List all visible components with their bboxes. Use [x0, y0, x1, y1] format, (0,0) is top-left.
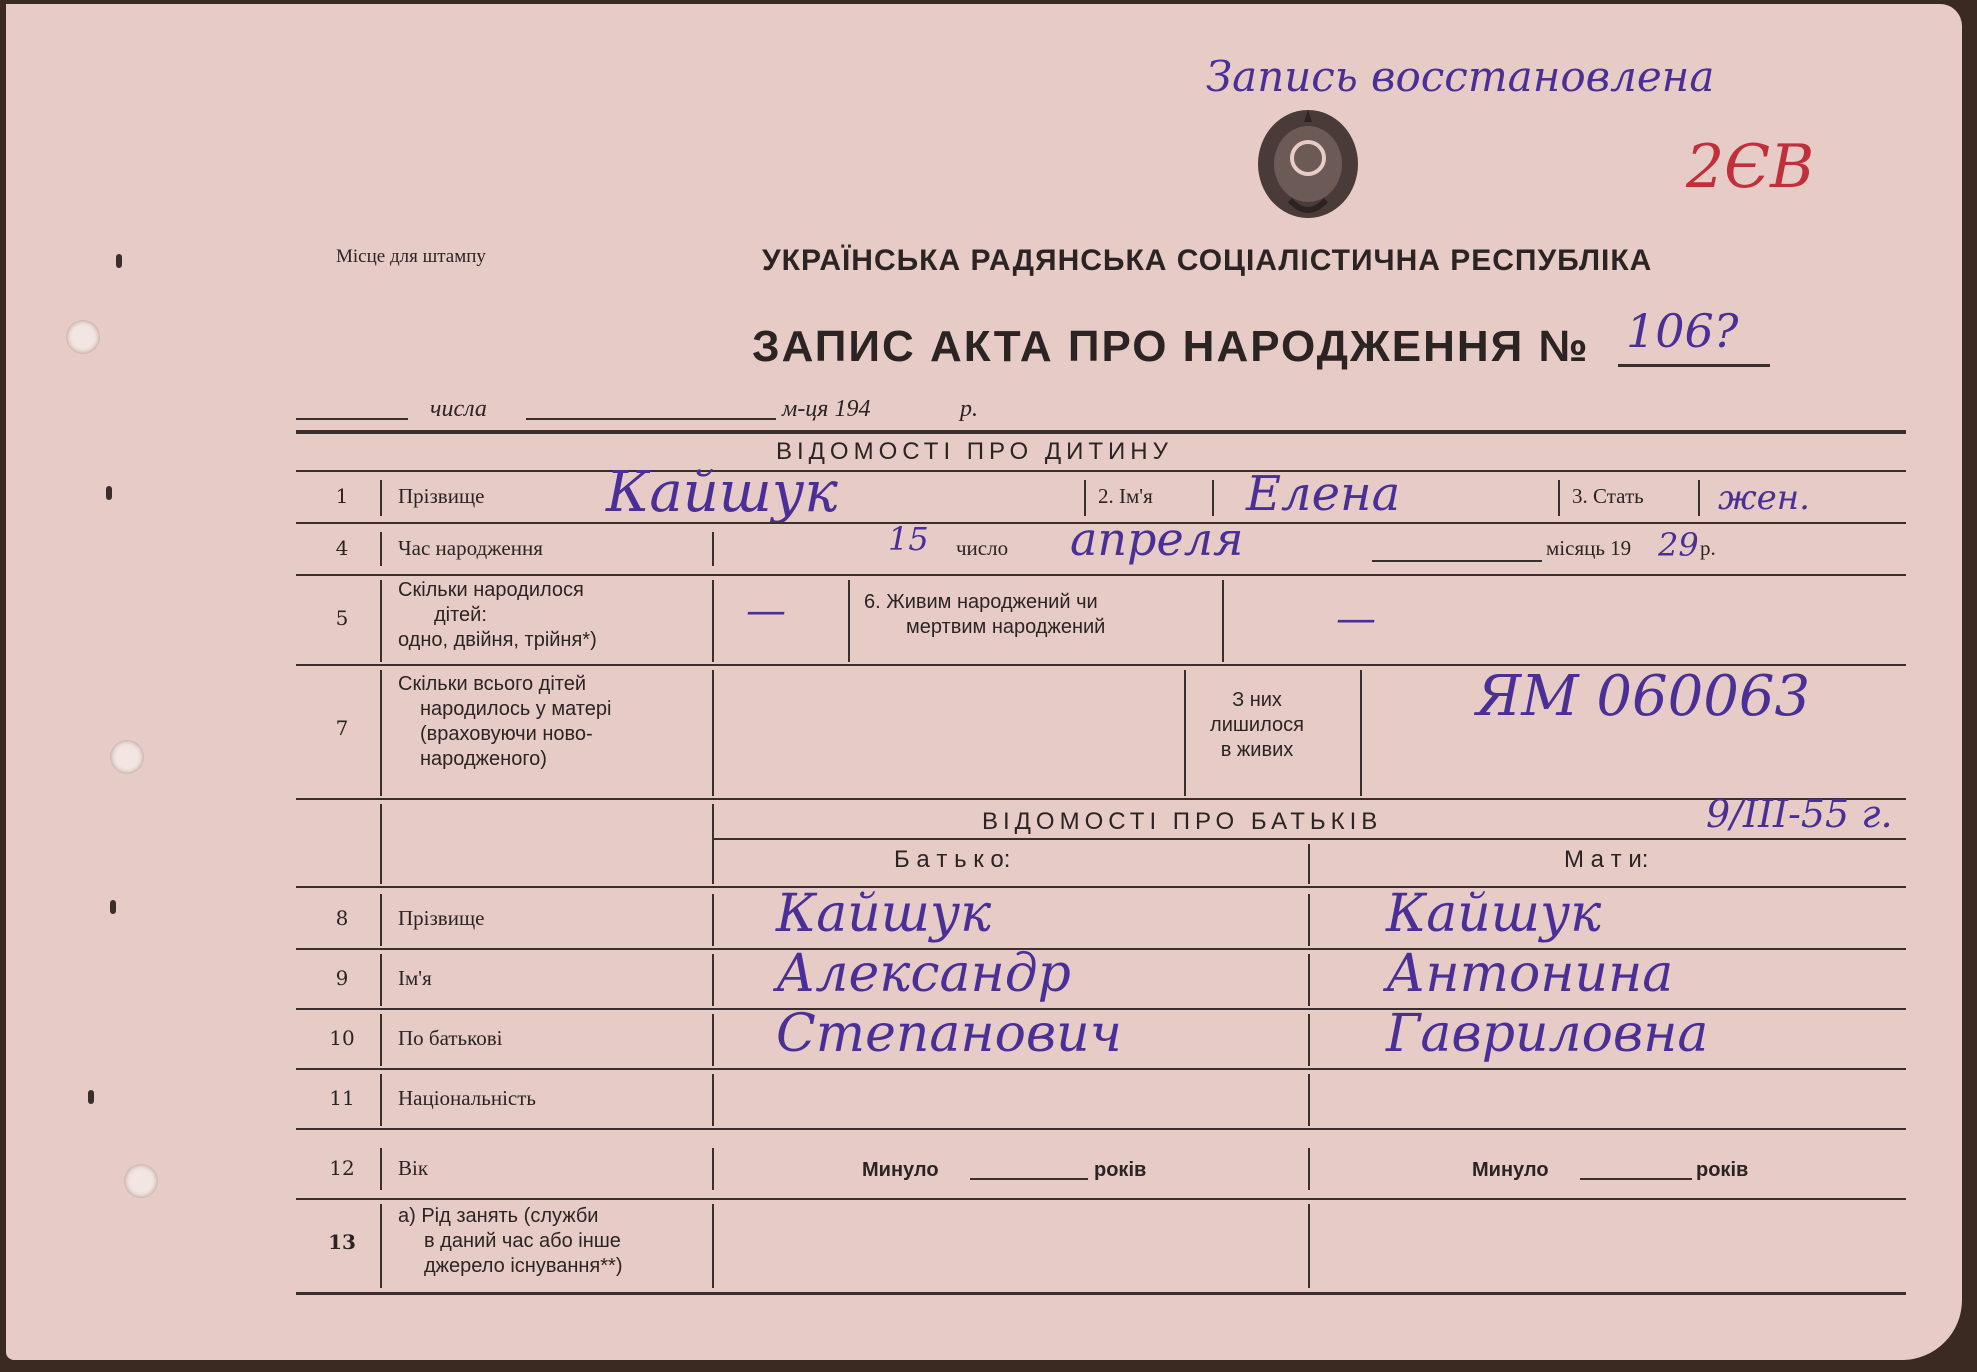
row-number: 8: [335, 906, 349, 930]
total-children-label: Скільки всього дітей народилось у матері (враховуючи ново- народженого): [398, 673, 612, 770]
surname-label: Прізвище: [398, 484, 485, 508]
birth-day: 15: [888, 520, 929, 558]
row-number: 7: [335, 716, 349, 740]
child-name: Елена: [1246, 466, 1401, 522]
registry-code-note: ЯМ 060063: [1476, 664, 1811, 729]
record-number: 106?: [1626, 304, 1739, 358]
row-number: 13: [328, 1230, 356, 1254]
parent-field-label: По батькові: [398, 1026, 503, 1050]
parent-field-label: Прізвище: [398, 906, 485, 930]
punch-mark: [116, 254, 122, 268]
row-number: 4: [335, 536, 349, 560]
document-title: ЗАПИС АКТА ПРО НАРОДЖЕННЯ №: [752, 322, 1590, 371]
state-emblem-icon: [1250, 100, 1366, 224]
name-label: 2. Ім'я: [1098, 484, 1153, 508]
alive-count-label: З них лишилося в живих: [1210, 689, 1304, 761]
restored-note: Запись восстановлена: [1206, 52, 1715, 101]
occupation-label: а) Рід занять (служби в даний час або інше джерело існування**): [398, 1205, 623, 1277]
birth-time-label: Час народження: [398, 536, 543, 560]
punch-hole: [110, 740, 144, 774]
child-sex: жен.: [1718, 478, 1810, 518]
father-value: Александр: [776, 944, 1071, 1004]
row-number: 5: [335, 606, 349, 630]
date-year-suffix: р.: [960, 396, 978, 422]
child-section-title: ВІДОМОСТІ ПРО ДИТИНУ: [776, 438, 1173, 465]
mother-age-passed: Минуло: [1472, 1159, 1549, 1181]
row-number: 12: [329, 1156, 355, 1180]
red-mark: 2ЄВ: [1686, 132, 1815, 202]
mother-value: Гавриловна: [1386, 1004, 1709, 1064]
children-count-label: Скільки народилося дітей: одно, двійня, трійня*): [398, 579, 597, 651]
punch-mark: [110, 900, 116, 914]
mother-value: Антонина: [1386, 944, 1674, 1004]
punch-mark: [88, 1090, 94, 1104]
alive-or-dead-value: —: [1336, 596, 1376, 642]
mother-column-header: М а т и:: [1564, 846, 1649, 873]
date-month-label: м-ця 194: [782, 396, 871, 422]
republic-title: УКРАЇНСЬКА РАДЯНСЬКА СОЦІАЛІСТИЧНА РЕСПУБЛІКА: [762, 244, 1653, 277]
day-label: число: [956, 536, 1009, 560]
father-age-years: років: [1094, 1159, 1147, 1181]
parent-field-label: Ім'я: [398, 966, 432, 990]
birth-year: 29: [1658, 526, 1699, 564]
month-label: місяць 19: [1546, 536, 1632, 560]
row-number: 1: [335, 484, 349, 508]
father-age-passed: Минуло: [862, 1159, 939, 1181]
punch-hole: [124, 1164, 158, 1198]
punch-hole: [66, 320, 100, 354]
parents-section-title: ВІДОМОСТІ ПРО БАТЬКІВ: [982, 808, 1383, 835]
age-label: Вік: [398, 1156, 429, 1180]
year-suffix: р.: [1700, 536, 1716, 560]
row-number: 10: [329, 1026, 355, 1050]
child-surname: Кайшук: [606, 460, 838, 525]
children-count-value: —: [746, 588, 786, 634]
punch-mark: [106, 486, 112, 500]
row-number: 9: [335, 966, 349, 990]
birth-record-sheet: [6, 4, 1962, 1360]
sex-label: 3. Стать: [1572, 484, 1644, 508]
parent-field-label: Національність: [398, 1086, 537, 1110]
mother-age-years: років: [1696, 1159, 1749, 1181]
father-value: Кайшук: [776, 884, 992, 944]
father-column-header: Б а т ь к о:: [894, 846, 1011, 873]
alive-or-dead-label: 6. Живим народжений чи мертвим народжений: [864, 591, 1106, 638]
father-value: Степанович: [776, 1004, 1123, 1064]
date-number-label: числа: [430, 396, 487, 422]
date-note: 9/III-55 г.: [1706, 792, 1893, 836]
birth-month: апреля: [1070, 512, 1244, 566]
stamp-place-label: Місце для штампу: [336, 246, 486, 267]
mother-value: Кайшук: [1386, 884, 1602, 944]
row-number: 11: [329, 1086, 355, 1110]
